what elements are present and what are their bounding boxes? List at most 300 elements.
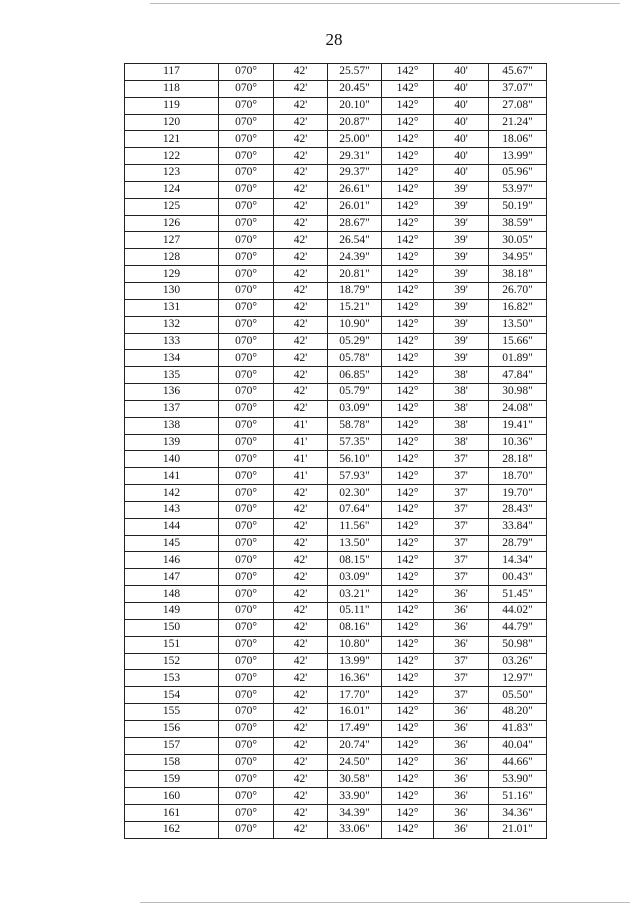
lat-degrees-cell: 070° bbox=[219, 754, 274, 771]
lon-minutes-cell: 36' bbox=[434, 603, 489, 620]
lon-minutes-cell: 36' bbox=[434, 586, 489, 603]
point-number-cell: 138 bbox=[125, 417, 219, 434]
table-row bbox=[125, 821, 547, 838]
lon-degrees-cell: 142° bbox=[382, 198, 434, 215]
lat-minutes-cell: 42' bbox=[274, 367, 328, 384]
lat-seconds-cell: 02.30" bbox=[328, 485, 382, 502]
lat-degrees-cell: 070° bbox=[219, 569, 274, 586]
lat-seconds-cell: 10.90" bbox=[328, 316, 382, 333]
lon-minutes-cell: 39' bbox=[434, 232, 489, 249]
lon-minutes-cell: 38' bbox=[434, 384, 489, 401]
lon-seconds-cell: 34.95" bbox=[489, 249, 547, 266]
lon-degrees-cell: 142° bbox=[382, 181, 434, 198]
point-number-cell: 135 bbox=[125, 367, 219, 384]
table-row bbox=[125, 114, 547, 131]
lat-minutes-cell: 42' bbox=[274, 384, 328, 401]
lon-degrees-cell: 142° bbox=[382, 417, 434, 434]
lon-degrees-cell: 142° bbox=[382, 316, 434, 333]
lon-seconds-cell: 21.24" bbox=[489, 114, 547, 131]
table-row bbox=[125, 249, 547, 266]
lon-seconds-cell: 53.97" bbox=[489, 181, 547, 198]
lon-degrees-cell: 142° bbox=[382, 148, 434, 165]
lat-minutes-cell: 42' bbox=[274, 282, 328, 299]
point-number-cell: 121 bbox=[125, 131, 219, 148]
point-number-cell: 125 bbox=[125, 198, 219, 215]
lon-degrees-cell: 142° bbox=[382, 333, 434, 350]
table-row bbox=[125, 720, 547, 737]
point-number-cell: 161 bbox=[125, 805, 219, 822]
lat-degrees-cell: 070° bbox=[219, 249, 274, 266]
table-row bbox=[125, 586, 547, 603]
lat-degrees-cell: 070° bbox=[219, 720, 274, 737]
lon-seconds-cell: 15.66" bbox=[489, 333, 547, 350]
lon-minutes-cell: 36' bbox=[434, 619, 489, 636]
lon-minutes-cell: 40' bbox=[434, 148, 489, 165]
lat-seconds-cell: 20.74" bbox=[328, 737, 382, 754]
lon-seconds-cell: 33.84" bbox=[489, 518, 547, 535]
lon-seconds-cell: 38.59" bbox=[489, 215, 547, 232]
lon-seconds-cell: 28.43" bbox=[489, 501, 547, 518]
point-number-cell: 140 bbox=[125, 451, 219, 468]
table-row bbox=[125, 754, 547, 771]
point-number-cell: 141 bbox=[125, 468, 219, 485]
lon-seconds-cell: 21.01" bbox=[489, 821, 547, 838]
lat-minutes-cell: 42' bbox=[274, 215, 328, 232]
lat-minutes-cell: 42' bbox=[274, 821, 328, 838]
lat-seconds-cell: 05.79" bbox=[328, 384, 382, 401]
lon-degrees-cell: 142° bbox=[382, 451, 434, 468]
lat-seconds-cell: 28.67" bbox=[328, 215, 382, 232]
lat-degrees-cell: 070° bbox=[219, 131, 274, 148]
lon-degrees-cell: 142° bbox=[382, 266, 434, 283]
lat-degrees-cell: 070° bbox=[219, 687, 274, 704]
lat-degrees-cell: 070° bbox=[219, 805, 274, 822]
lon-degrees-cell: 142° bbox=[382, 367, 434, 384]
coordinate-table-body bbox=[125, 64, 547, 839]
lon-seconds-cell: 14.34" bbox=[489, 552, 547, 569]
lon-seconds-cell: 47.84" bbox=[489, 367, 547, 384]
table-row bbox=[125, 215, 547, 232]
lon-minutes-cell: 39' bbox=[434, 266, 489, 283]
lon-minutes-cell: 36' bbox=[434, 805, 489, 822]
lat-minutes-cell: 42' bbox=[274, 198, 328, 215]
lat-minutes-cell: 42' bbox=[274, 771, 328, 788]
lat-degrees-cell: 070° bbox=[219, 316, 274, 333]
lat-degrees-cell: 070° bbox=[219, 737, 274, 754]
point-number-cell: 123 bbox=[125, 165, 219, 182]
lat-seconds-cell: 29.37" bbox=[328, 165, 382, 182]
lon-minutes-cell: 39' bbox=[434, 198, 489, 215]
lon-degrees-cell: 142° bbox=[382, 215, 434, 232]
lat-seconds-cell: 24.39" bbox=[328, 249, 382, 266]
lat-degrees-cell: 070° bbox=[219, 148, 274, 165]
lat-degrees-cell: 070° bbox=[219, 771, 274, 788]
point-number-cell: 157 bbox=[125, 737, 219, 754]
table-row bbox=[125, 805, 547, 822]
table-row bbox=[125, 569, 547, 586]
lon-degrees-cell: 142° bbox=[382, 468, 434, 485]
lon-minutes-cell: 40' bbox=[434, 114, 489, 131]
lon-degrees-cell: 142° bbox=[382, 97, 434, 114]
table-row bbox=[125, 400, 547, 417]
table-row bbox=[125, 518, 547, 535]
table-row bbox=[125, 653, 547, 670]
point-number-cell: 159 bbox=[125, 771, 219, 788]
lon-degrees-cell: 142° bbox=[382, 64, 434, 81]
lat-degrees-cell: 070° bbox=[219, 485, 274, 502]
lat-minutes-cell: 42' bbox=[274, 131, 328, 148]
lat-minutes-cell: 42' bbox=[274, 586, 328, 603]
lon-seconds-cell: 48.20" bbox=[489, 704, 547, 721]
lon-degrees-cell: 142° bbox=[382, 114, 434, 131]
lon-seconds-cell: 18.70" bbox=[489, 468, 547, 485]
point-number-cell: 147 bbox=[125, 569, 219, 586]
lon-minutes-cell: 37' bbox=[434, 518, 489, 535]
lon-degrees-cell: 142° bbox=[382, 636, 434, 653]
lon-seconds-cell: 27.08" bbox=[489, 97, 547, 114]
lon-minutes-cell: 36' bbox=[434, 636, 489, 653]
lon-degrees-cell: 142° bbox=[382, 771, 434, 788]
table-row bbox=[125, 266, 547, 283]
table-row bbox=[125, 535, 547, 552]
lat-seconds-cell: 11.56" bbox=[328, 518, 382, 535]
lat-minutes-cell: 42' bbox=[274, 670, 328, 687]
lat-degrees-cell: 070° bbox=[219, 535, 274, 552]
lon-degrees-cell: 142° bbox=[382, 232, 434, 249]
lat-seconds-cell: 08.16" bbox=[328, 619, 382, 636]
table-row bbox=[125, 771, 547, 788]
lon-seconds-cell: 03.26" bbox=[489, 653, 547, 670]
table-row bbox=[125, 148, 547, 165]
table-row bbox=[125, 417, 547, 434]
table-row bbox=[125, 737, 547, 754]
lon-minutes-cell: 37' bbox=[434, 552, 489, 569]
table-row bbox=[125, 704, 547, 721]
lon-degrees-cell: 142° bbox=[382, 131, 434, 148]
lon-minutes-cell: 39' bbox=[434, 215, 489, 232]
lat-seconds-cell: 07.64" bbox=[328, 501, 382, 518]
lat-seconds-cell: 26.01" bbox=[328, 198, 382, 215]
point-number-cell: 119 bbox=[125, 97, 219, 114]
lat-seconds-cell: 20.81" bbox=[328, 266, 382, 283]
lon-degrees-cell: 142° bbox=[382, 805, 434, 822]
lon-minutes-cell: 39' bbox=[434, 333, 489, 350]
lat-seconds-cell: 26.54" bbox=[328, 232, 382, 249]
lat-minutes-cell: 42' bbox=[274, 64, 328, 81]
lon-seconds-cell: 50.98" bbox=[489, 636, 547, 653]
lat-degrees-cell: 070° bbox=[219, 451, 274, 468]
lat-minutes-cell: 42' bbox=[274, 80, 328, 97]
lat-minutes-cell: 42' bbox=[274, 485, 328, 502]
lat-degrees-cell: 070° bbox=[219, 821, 274, 838]
table-row bbox=[125, 165, 547, 182]
lon-degrees-cell: 142° bbox=[382, 165, 434, 182]
lat-seconds-cell: 34.39" bbox=[328, 805, 382, 822]
lat-degrees-cell: 070° bbox=[219, 670, 274, 687]
point-number-cell: 151 bbox=[125, 636, 219, 653]
point-number-cell: 149 bbox=[125, 603, 219, 620]
point-number-cell: 142 bbox=[125, 485, 219, 502]
lat-minutes-cell: 42' bbox=[274, 805, 328, 822]
lat-degrees-cell: 070° bbox=[219, 97, 274, 114]
point-number-cell: 137 bbox=[125, 400, 219, 417]
lon-minutes-cell: 36' bbox=[434, 788, 489, 805]
lat-seconds-cell: 33.06" bbox=[328, 821, 382, 838]
lon-minutes-cell: 38' bbox=[434, 367, 489, 384]
point-number-cell: 120 bbox=[125, 114, 219, 131]
lat-degrees-cell: 070° bbox=[219, 299, 274, 316]
lon-minutes-cell: 40' bbox=[434, 165, 489, 182]
lon-minutes-cell: 37' bbox=[434, 670, 489, 687]
lon-seconds-cell: 13.50" bbox=[489, 316, 547, 333]
lon-minutes-cell: 37' bbox=[434, 687, 489, 704]
lat-seconds-cell: 57.35" bbox=[328, 434, 382, 451]
table-row bbox=[125, 367, 547, 384]
lon-seconds-cell: 01.89" bbox=[489, 350, 547, 367]
lat-seconds-cell: 25.00" bbox=[328, 131, 382, 148]
point-number-cell: 124 bbox=[125, 181, 219, 198]
lon-minutes-cell: 37' bbox=[434, 485, 489, 502]
lon-degrees-cell: 142° bbox=[382, 653, 434, 670]
lon-degrees-cell: 142° bbox=[382, 535, 434, 552]
point-number-cell: 152 bbox=[125, 653, 219, 670]
lon-seconds-cell: 13.99" bbox=[489, 148, 547, 165]
lat-minutes-cell: 42' bbox=[274, 619, 328, 636]
lat-minutes-cell: 42' bbox=[274, 636, 328, 653]
lat-minutes-cell: 42' bbox=[274, 148, 328, 165]
point-number-cell: 117 bbox=[125, 64, 219, 81]
lon-seconds-cell: 44.66" bbox=[489, 754, 547, 771]
lat-minutes-cell: 42' bbox=[274, 569, 328, 586]
lat-seconds-cell: 15.21" bbox=[328, 299, 382, 316]
lat-degrees-cell: 070° bbox=[219, 367, 274, 384]
lat-seconds-cell: 13.99" bbox=[328, 653, 382, 670]
lat-degrees-cell: 070° bbox=[219, 400, 274, 417]
lat-minutes-cell: 42' bbox=[274, 232, 328, 249]
lon-minutes-cell: 36' bbox=[434, 720, 489, 737]
point-number-cell: 156 bbox=[125, 720, 219, 737]
page-number: 28 bbox=[325, 30, 343, 49]
lon-degrees-cell: 142° bbox=[382, 249, 434, 266]
point-number-cell: 155 bbox=[125, 704, 219, 721]
lon-seconds-cell: 30.98" bbox=[489, 384, 547, 401]
lat-seconds-cell: 06.85" bbox=[328, 367, 382, 384]
lat-minutes-cell: 42' bbox=[274, 687, 328, 704]
table-row bbox=[125, 299, 547, 316]
lat-seconds-cell: 17.70" bbox=[328, 687, 382, 704]
lon-seconds-cell: 16.82" bbox=[489, 299, 547, 316]
point-number-cell: 132 bbox=[125, 316, 219, 333]
lat-degrees-cell: 070° bbox=[219, 417, 274, 434]
point-number-cell: 148 bbox=[125, 586, 219, 603]
lat-seconds-cell: 18.79" bbox=[328, 282, 382, 299]
table-row bbox=[125, 282, 547, 299]
lon-degrees-cell: 142° bbox=[382, 400, 434, 417]
point-number-cell: 130 bbox=[125, 282, 219, 299]
lat-seconds-cell: 05.11" bbox=[328, 603, 382, 620]
lon-minutes-cell: 37' bbox=[434, 451, 489, 468]
lat-degrees-cell: 070° bbox=[219, 165, 274, 182]
lat-minutes-cell: 42' bbox=[274, 181, 328, 198]
lat-degrees-cell: 070° bbox=[219, 350, 274, 367]
lon-seconds-cell: 00.43" bbox=[489, 569, 547, 586]
lon-seconds-cell: 44.79" bbox=[489, 619, 547, 636]
lat-degrees-cell: 070° bbox=[219, 434, 274, 451]
lat-minutes-cell: 42' bbox=[274, 653, 328, 670]
lon-seconds-cell: 05.50" bbox=[489, 687, 547, 704]
point-number-cell: 139 bbox=[125, 434, 219, 451]
lat-degrees-cell: 070° bbox=[219, 603, 274, 620]
lat-degrees-cell: 070° bbox=[219, 788, 274, 805]
table-row bbox=[125, 552, 547, 569]
lat-seconds-cell: 10.80" bbox=[328, 636, 382, 653]
lat-seconds-cell: 26.61" bbox=[328, 181, 382, 198]
lon-degrees-cell: 142° bbox=[382, 299, 434, 316]
lat-degrees-cell: 070° bbox=[219, 704, 274, 721]
point-number-cell: 158 bbox=[125, 754, 219, 771]
lon-minutes-cell: 37' bbox=[434, 535, 489, 552]
lon-minutes-cell: 36' bbox=[434, 704, 489, 721]
lat-seconds-cell: 58.78" bbox=[328, 417, 382, 434]
table-row bbox=[125, 451, 547, 468]
lon-seconds-cell: 40.04" bbox=[489, 737, 547, 754]
lon-minutes-cell: 38' bbox=[434, 400, 489, 417]
lat-degrees-cell: 070° bbox=[219, 384, 274, 401]
lon-degrees-cell: 142° bbox=[382, 586, 434, 603]
table-row bbox=[125, 501, 547, 518]
lon-seconds-cell: 19.41" bbox=[489, 417, 547, 434]
table-row bbox=[125, 80, 547, 97]
lon-minutes-cell: 40' bbox=[434, 97, 489, 114]
lat-degrees-cell: 070° bbox=[219, 80, 274, 97]
lon-minutes-cell: 39' bbox=[434, 282, 489, 299]
lon-degrees-cell: 142° bbox=[382, 821, 434, 838]
lon-degrees-cell: 142° bbox=[382, 485, 434, 502]
lat-seconds-cell: 16.36" bbox=[328, 670, 382, 687]
lat-seconds-cell: 24.50" bbox=[328, 754, 382, 771]
lon-minutes-cell: 36' bbox=[434, 737, 489, 754]
table-row bbox=[125, 198, 547, 215]
lat-minutes-cell: 42' bbox=[274, 754, 328, 771]
lon-minutes-cell: 40' bbox=[434, 64, 489, 81]
lon-degrees-cell: 142° bbox=[382, 670, 434, 687]
lon-degrees-cell: 142° bbox=[382, 619, 434, 636]
lon-degrees-cell: 142° bbox=[382, 80, 434, 97]
top-rule bbox=[150, 3, 620, 4]
point-number-cell: 134 bbox=[125, 350, 219, 367]
table-row bbox=[125, 670, 547, 687]
lon-seconds-cell: 12.97" bbox=[489, 670, 547, 687]
lon-seconds-cell: 34.36" bbox=[489, 805, 547, 822]
lat-degrees-cell: 070° bbox=[219, 181, 274, 198]
lon-seconds-cell: 44.02" bbox=[489, 603, 547, 620]
lon-minutes-cell: 36' bbox=[434, 754, 489, 771]
table-row bbox=[125, 64, 547, 81]
point-number-cell: 126 bbox=[125, 215, 219, 232]
table-row bbox=[125, 788, 547, 805]
lon-seconds-cell: 50.19" bbox=[489, 198, 547, 215]
lat-seconds-cell: 57.93" bbox=[328, 468, 382, 485]
lat-minutes-cell: 42' bbox=[274, 316, 328, 333]
lon-seconds-cell: 45.67" bbox=[489, 64, 547, 81]
lat-minutes-cell: 42' bbox=[274, 114, 328, 131]
table-row bbox=[125, 468, 547, 485]
lon-seconds-cell: 37.07" bbox=[489, 80, 547, 97]
lat-degrees-cell: 070° bbox=[219, 333, 274, 350]
lat-minutes-cell: 42' bbox=[274, 333, 328, 350]
table-row bbox=[125, 434, 547, 451]
lon-degrees-cell: 142° bbox=[382, 384, 434, 401]
lat-seconds-cell: 30.58" bbox=[328, 771, 382, 788]
lon-degrees-cell: 142° bbox=[382, 501, 434, 518]
lat-seconds-cell: 08.15" bbox=[328, 552, 382, 569]
lat-degrees-cell: 070° bbox=[219, 586, 274, 603]
lat-degrees-cell: 070° bbox=[219, 114, 274, 131]
table-row bbox=[125, 603, 547, 620]
table-row bbox=[125, 131, 547, 148]
lat-degrees-cell: 070° bbox=[219, 518, 274, 535]
lat-minutes-cell: 42' bbox=[274, 704, 328, 721]
table-row bbox=[125, 97, 547, 114]
table-row bbox=[125, 619, 547, 636]
lon-seconds-cell: 10.36" bbox=[489, 434, 547, 451]
table-row bbox=[125, 350, 547, 367]
lon-seconds-cell: 53.90" bbox=[489, 771, 547, 788]
lon-minutes-cell: 37' bbox=[434, 653, 489, 670]
lon-degrees-cell: 142° bbox=[382, 282, 434, 299]
table-row bbox=[125, 687, 547, 704]
lat-seconds-cell: 05.78" bbox=[328, 350, 382, 367]
lon-minutes-cell: 37' bbox=[434, 501, 489, 518]
lon-degrees-cell: 142° bbox=[382, 552, 434, 569]
point-number-cell: 145 bbox=[125, 535, 219, 552]
lat-seconds-cell: 20.10" bbox=[328, 97, 382, 114]
table-row bbox=[125, 485, 547, 502]
lat-minutes-cell: 41' bbox=[274, 417, 328, 434]
lat-minutes-cell: 42' bbox=[274, 299, 328, 316]
lon-seconds-cell: 05.96" bbox=[489, 165, 547, 182]
point-number-cell: 143 bbox=[125, 501, 219, 518]
lat-degrees-cell: 070° bbox=[219, 501, 274, 518]
table-row bbox=[125, 333, 547, 350]
lon-minutes-cell: 39' bbox=[434, 299, 489, 316]
lon-degrees-cell: 142° bbox=[382, 603, 434, 620]
lon-minutes-cell: 39' bbox=[434, 350, 489, 367]
point-number-cell: 146 bbox=[125, 552, 219, 569]
lon-minutes-cell: 39' bbox=[434, 181, 489, 198]
lat-minutes-cell: 42' bbox=[274, 165, 328, 182]
lat-minutes-cell: 42' bbox=[274, 535, 328, 552]
point-number-cell: 131 bbox=[125, 299, 219, 316]
lat-seconds-cell: 03.09" bbox=[328, 569, 382, 586]
lat-seconds-cell: 56.10" bbox=[328, 451, 382, 468]
lon-degrees-cell: 142° bbox=[382, 518, 434, 535]
lat-degrees-cell: 070° bbox=[219, 468, 274, 485]
bottom-rule bbox=[140, 902, 630, 903]
lat-seconds-cell: 16.01" bbox=[328, 704, 382, 721]
lat-minutes-cell: 41' bbox=[274, 451, 328, 468]
lon-minutes-cell: 36' bbox=[434, 821, 489, 838]
point-number-cell: 153 bbox=[125, 670, 219, 687]
lon-seconds-cell: 30.05" bbox=[489, 232, 547, 249]
lon-minutes-cell: 36' bbox=[434, 771, 489, 788]
lat-degrees-cell: 070° bbox=[219, 282, 274, 299]
lon-degrees-cell: 142° bbox=[382, 754, 434, 771]
lat-degrees-cell: 070° bbox=[219, 619, 274, 636]
lat-degrees-cell: 070° bbox=[219, 552, 274, 569]
lon-degrees-cell: 142° bbox=[382, 704, 434, 721]
lat-seconds-cell: 20.87" bbox=[328, 114, 382, 131]
